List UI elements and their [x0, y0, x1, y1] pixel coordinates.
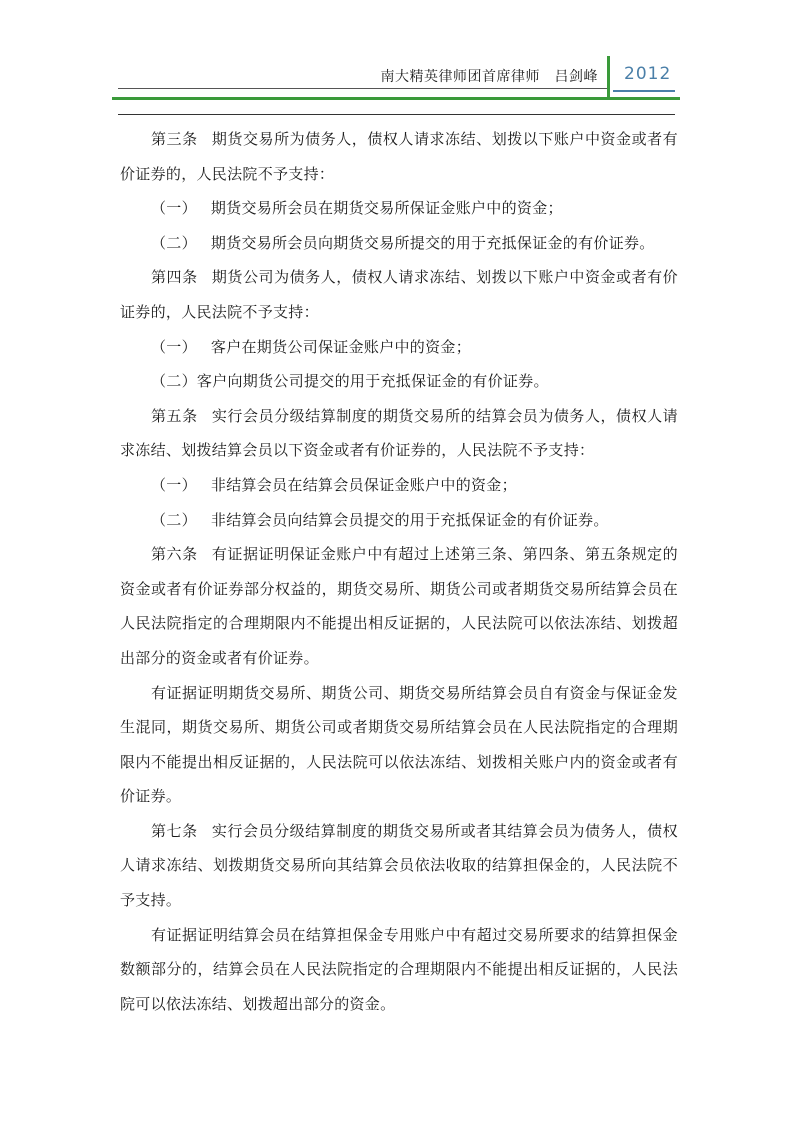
article-number: 第六条 [151, 545, 198, 564]
paragraph [120, 399, 678, 468]
article-number: 第五条 [151, 406, 198, 425]
list-item [120, 364, 678, 399]
block-text: 非结算会员在结算会员保证金账户中的资金； [210, 475, 517, 494]
block-text: 实行会员分级结算制度的期货交易所的结算会员为债务人，债权人请求冻结、划拨结算会员以下资金或者有价证券的，人民法院不予支持： [120, 406, 678, 460]
header-rule-thin [118, 88, 607, 89]
list-item [120, 191, 678, 226]
item-number: （一） [151, 337, 197, 356]
block-text: 非结算会员向结算会员提交的用于充抵保证金的有价证券。 [210, 510, 609, 529]
block-text: 客户在期货公司保证金账户中的资金； [210, 337, 472, 356]
page-header [0, 0, 794, 120]
paragraph [120, 918, 678, 1022]
block-text: 有证据证明期货交易所、期货公司、期货交易所结算会员自有资金与保证金发生混同，期货交易所、期货公司或者期货交易所结算会员在人民法院指定的合理期限内不能提出相反证据的，人民法院可以依法冻结、划拨相关账户内的资金或者有价证券。 [120, 683, 678, 806]
header-rule-green [112, 97, 680, 100]
header-rule-year [613, 90, 675, 92]
item-number: （二） [151, 233, 197, 252]
paragraph [120, 814, 678, 918]
paragraph [120, 676, 678, 814]
document-body [120, 122, 678, 1021]
list-item [120, 226, 678, 261]
list-item [120, 468, 678, 503]
paragraph [120, 260, 678, 329]
article-number: 第四条 [151, 268, 198, 287]
article-number: 第三条 [151, 130, 198, 148]
item-number: （二） [151, 372, 197, 391]
block-text: 期货交易所为债务人，债权人请求冻结、划拨以下账户中资金或者有价证券的，人民法院不予支持： [120, 130, 678, 183]
block-text: 期货公司为债务人，债权人请求冻结、划拨以下账户中资金或者有价证券的，人民法院不予支持： [120, 268, 678, 321]
paragraph [120, 122, 678, 191]
block-text: 实行会员分级结算制度的期货交易所或者其结算会员为债务人，债权人请求冻结、划拨期货交易所向其结算会员依法收取的结算担保金的，人民法院不予支持。 [120, 821, 678, 910]
block-text: 期货交易所会员向期货交易所提交的用于充抵保证金的有价证券。 [210, 233, 655, 252]
item-number: （一） [151, 475, 197, 494]
block-text: 有证据证明结算会员在结算担保金专用账户中有超过交易所要求的结算担保金数额部分的，结算会员在人民法院指定的合理期限内不能提出相反证据的，人民法院可以依法冻结、划拨超出部分的资金。 [120, 925, 678, 1013]
list-item [120, 503, 678, 538]
header-rule-bottom [118, 114, 675, 115]
list-item [120, 330, 678, 365]
header-year: 2012 [624, 64, 672, 84]
item-number: （二） [151, 510, 197, 529]
header-author: 南大精英律师团首席律师 吕剑峰 [380, 69, 598, 85]
item-number: （一） [151, 199, 197, 218]
article-number: 第七条 [151, 821, 198, 840]
paragraph [120, 537, 678, 675]
header-rule-vertical [607, 56, 610, 98]
block-text: 期货交易所会员在期货交易所保证金账户中的资金； [210, 199, 563, 218]
block-text: 有证据证明保证金账户中有超过上述第三条、第四条、第五条规定的资金或者有价证券部分权益的，期货交易所、期货公司或者期货交易所结算会员在人民法院指定的合理期限内不能提出相反证据的，人民法院可以依法冻结、划拨超出部分的资金或者有价证券。 [120, 545, 678, 667]
block-text: 客户向期货公司提交的用于充抵保证金的有价证券。 [196, 372, 549, 391]
